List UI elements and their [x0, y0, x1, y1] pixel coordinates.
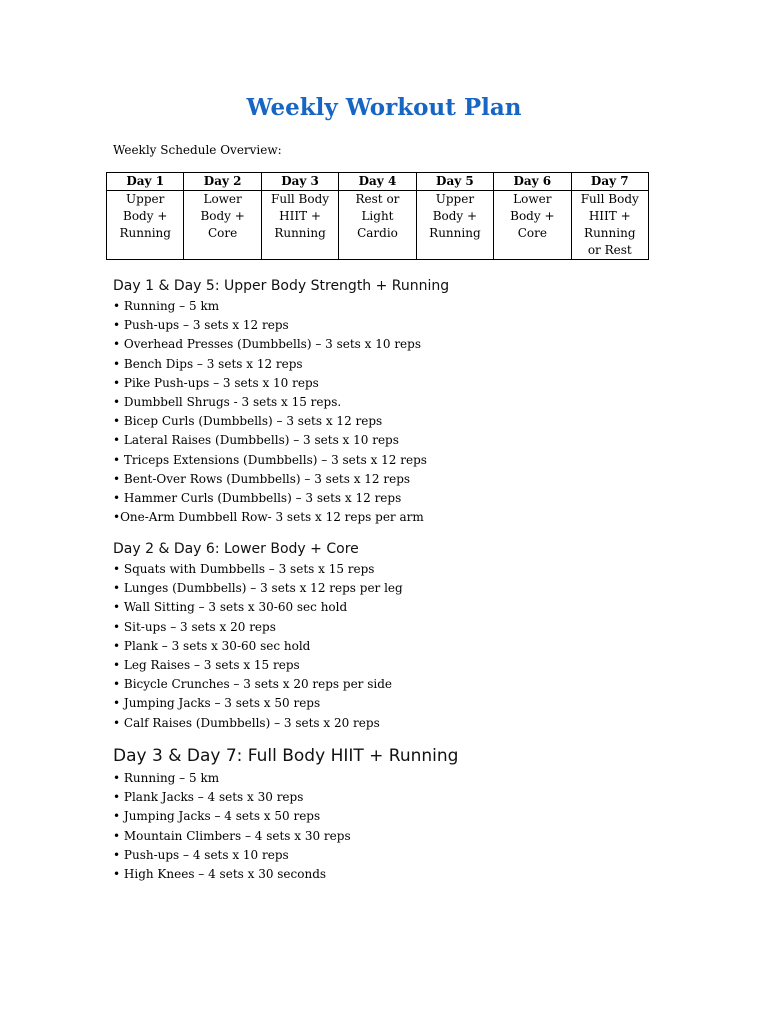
cell-line: Core	[208, 226, 238, 240]
cell-line: Core	[517, 226, 547, 240]
cell-line: HIIT +	[279, 209, 321, 223]
exercise-item: • Bicep Curls (Dumbbells) – 3 sets x 12 reps	[113, 414, 383, 429]
day-2-header: Day 2	[184, 173, 261, 191]
cell-line: Running	[274, 226, 326, 240]
exercise-list	[113, 769, 458, 884]
day-4-cell	[339, 191, 416, 260]
upper-body-section	[113, 276, 449, 527]
exercise-item: • Pike Push-ups – 3 sets x 10 reps	[113, 375, 319, 390]
page-title: Weekly Workout Plan	[246, 94, 522, 121]
exercise-item: • Dumbbell Shrugs - 3 sets x 15 reps.	[113, 395, 342, 410]
exercise-item: • Bench Dips – 3 sets x 12 reps	[113, 356, 303, 371]
cell-line: Lower	[203, 192, 242, 206]
cell-line: HIIT +	[588, 209, 631, 223]
section-heading: Day 2 & Day 6: Lower Body + Core	[113, 541, 359, 557]
cell-line: Upper	[126, 192, 165, 206]
exercise-item: • Lunges (Dumbbells) – 3 sets x 12 reps per leg	[113, 581, 403, 596]
exercise-item: • Triceps Extensions (Dumbbells) – 3 sets x 12 reps	[113, 452, 427, 467]
day-2-cell	[184, 191, 261, 260]
exercise-item: • Leg Raises – 3 sets x 15 reps	[113, 658, 300, 673]
exercise-list	[113, 297, 449, 527]
exercise-item: • Push-ups – 4 sets x 10 reps	[113, 847, 289, 862]
day-6-header: Day 6	[494, 173, 571, 191]
exercise-item: • Overhead Presses (Dumbbells) – 3 sets x 10 reps	[113, 337, 421, 352]
section-heading: Day 3 & Day 7: Full Body HIIT + Running	[113, 746, 459, 766]
exercise-item: •One-Arm Dumbbell Row- 3 sets x 12 reps per arm	[113, 510, 424, 525]
exercise-item: • Running – 5 km	[113, 771, 220, 785]
day-3-cell	[261, 191, 338, 260]
exercise-item: • Plank Jacks – 4 sets x 30 reps	[113, 790, 304, 805]
cell-line: Lower	[513, 192, 552, 206]
full-body-section	[113, 743, 458, 884]
exercise-item: • Sit-ups – 3 sets x 20 reps	[113, 619, 276, 634]
lower-body-section	[113, 539, 403, 733]
exercise-item: • Jumping Jacks – 4 sets x 50 reps	[113, 809, 321, 824]
cell-line: Full Body	[271, 192, 330, 206]
day-1-header: Day 1	[107, 173, 184, 191]
exercise-list	[113, 560, 403, 733]
day-3-header: Day 3	[261, 173, 338, 191]
cell-line: Running	[584, 226, 636, 240]
day-7-header: Day 7	[571, 173, 648, 191]
cell-line: Body +	[200, 209, 245, 223]
day-5-header: Day 5	[416, 173, 493, 191]
exercise-item: • Running – 5 km	[113, 299, 220, 313]
schedule-header-row	[107, 173, 649, 191]
cell-line: Full Body	[580, 192, 639, 206]
cell-line: Running	[119, 226, 171, 240]
day-5-cell	[416, 191, 493, 260]
exercise-item: • Calf Raises (Dumbbells) – 3 sets x 20 reps	[113, 715, 380, 730]
cell-line: or Rest	[587, 243, 632, 257]
exercise-item: • Plank – 3 sets x 30-60 sec hold	[113, 638, 311, 653]
exercise-item: • Push-ups – 3 sets x 12 reps	[113, 318, 289, 333]
cell-line: Upper	[435, 192, 475, 206]
cell-line: Body +	[432, 209, 478, 223]
exercise-item: • Squats with Dumbbells – 3 sets x 15 reps	[113, 562, 375, 576]
exercise-item: • Bent-Over Rows (Dumbbells) – 3 sets x 12 reps	[113, 471, 411, 486]
exercise-item: • Mountain Climbers – 4 sets x 30 reps	[113, 828, 351, 843]
cell-line: Body +	[123, 209, 168, 223]
day-6-cell	[494, 191, 571, 260]
day-4-header: Day 4	[339, 173, 416, 191]
weekly-schedule-table	[106, 172, 649, 260]
exercise-item: • High Knees – 4 sets x 30 seconds	[113, 867, 327, 882]
section-heading: Day 1 & Day 5: Upper Body Strength + Running	[113, 278, 450, 294]
cell-line: Light	[361, 209, 394, 223]
day-7-cell	[571, 191, 648, 260]
cell-line: Cardio	[357, 226, 398, 240]
cell-line: Body +	[510, 209, 555, 223]
day-1-cell	[107, 191, 184, 260]
exercise-item: • Lateral Raises (Dumbbells) – 3 sets x 10 reps	[113, 433, 399, 448]
exercise-item: • Hammer Curls (Dumbbells) – 3 sets x 12 reps	[113, 491, 402, 506]
exercise-item: • Jumping Jacks – 3 sets x 50 reps	[113, 696, 321, 711]
exercise-item: • Wall Sitting – 3 sets x 30-60 sec hold	[113, 600, 348, 615]
schedule-overview-label: Weekly Schedule Overview:	[113, 143, 282, 157]
cell-line: Rest or	[355, 192, 400, 206]
cell-line: Running	[429, 226, 481, 240]
exercise-item: • Bicycle Crunches – 3 sets x 20 reps per side	[113, 677, 393, 692]
schedule-body-row	[107, 191, 649, 260]
